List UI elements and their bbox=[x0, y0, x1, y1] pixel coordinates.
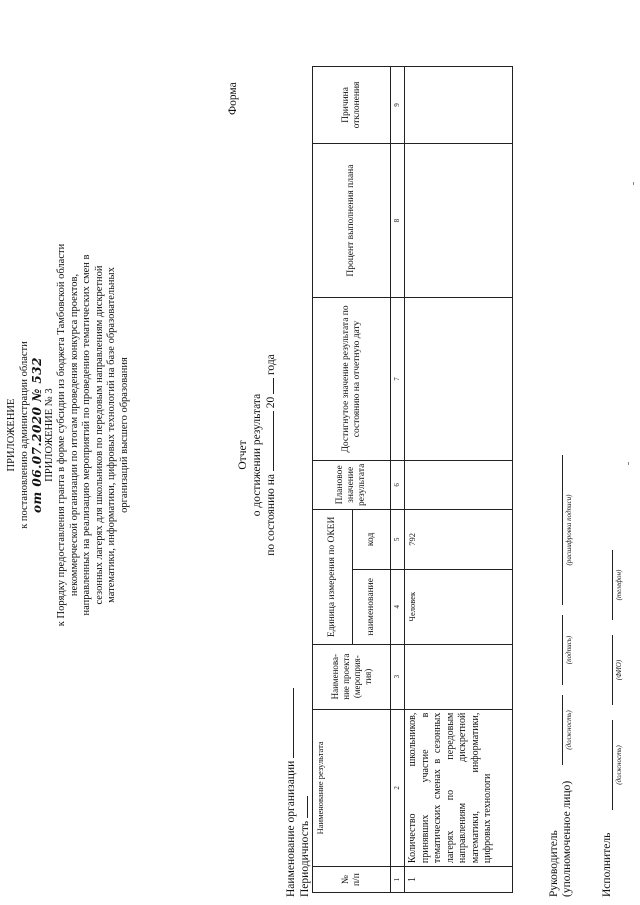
head-label-2: (уполномоченное лицо) bbox=[561, 780, 573, 897]
column-numbers-row bbox=[391, 67, 405, 893]
date-blank-1[interactable] bbox=[273, 411, 274, 471]
org-name-label: Наименование организации bbox=[285, 760, 297, 897]
header-achieved: Достигнутое значение результата по состоянию на отчетную дату bbox=[313, 298, 391, 460]
header-percent: Процент выполнения плана bbox=[313, 143, 391, 297]
report-title: Отчет bbox=[237, 440, 249, 470]
handwritten-date-number: от 06.07.2020 № 532 bbox=[30, 357, 44, 513]
executor-fio-caption: (ФИО) bbox=[615, 659, 623, 681]
executor-phone-caption: (телефон) bbox=[615, 569, 623, 601]
date-suffix: года bbox=[265, 354, 277, 376]
row-reason[interactable] bbox=[405, 67, 513, 144]
header-reason: Причина отклонения bbox=[313, 67, 391, 144]
col-num-9: 9 bbox=[391, 67, 405, 144]
scan-speck bbox=[628, 462, 629, 465]
header-planned: Плановое значение результата bbox=[313, 460, 391, 509]
report-date-line bbox=[264, 305, 278, 605]
date-year-prefix: 20 bbox=[265, 396, 277, 409]
form-label: Форма bbox=[227, 82, 239, 115]
header-okei-code: код bbox=[353, 510, 391, 570]
head-label: Руководитель bbox=[548, 830, 560, 897]
periodicity-blank[interactable] bbox=[307, 796, 308, 818]
col-num-5: 5 bbox=[391, 510, 405, 570]
head-signature-caption: (подпись) bbox=[565, 635, 573, 665]
date-prefix: по состоянию на bbox=[265, 474, 277, 556]
header-okei-name: наименование bbox=[353, 569, 391, 644]
col-num-1: 1 bbox=[391, 867, 405, 893]
row-percent[interactable] bbox=[405, 143, 513, 297]
decree-ref: к постановлению администрации области bbox=[18, 341, 30, 529]
col-num-8: 8 bbox=[391, 143, 405, 297]
row-unit-name[interactable]: Человек bbox=[405, 569, 513, 644]
appendix-number: ПРИЛОЖЕНИЕ № 3 bbox=[43, 388, 55, 482]
col-num-4: 4 bbox=[391, 569, 405, 644]
scan-speck bbox=[633, 182, 634, 185]
procedure-line-6: организаций высшего образования bbox=[118, 357, 130, 513]
head-decoding-caption: (расшифровка подписи) bbox=[565, 494, 573, 566]
header-result-name: Наименование результата bbox=[313, 709, 391, 866]
report-title-block bbox=[236, 305, 278, 605]
header-row bbox=[313, 67, 353, 893]
periodicity-field bbox=[298, 796, 312, 897]
row-unit-code[interactable]: 792 bbox=[405, 510, 513, 570]
periodicity-label: Периодичность bbox=[299, 820, 311, 897]
procedure-line-2: некоммерческой организации по итогам проведения конкурса проектов, bbox=[68, 273, 80, 597]
head-signature-line[interactable] bbox=[562, 615, 563, 685]
col-num-2: 2 bbox=[391, 709, 405, 866]
col-num-7: 7 bbox=[391, 298, 405, 460]
executor-position-line[interactable] bbox=[612, 720, 613, 810]
head-signature-label bbox=[548, 781, 574, 897]
executor-position-caption: (должность) bbox=[615, 745, 623, 785]
row-result[interactable]: Количество школьников, принявших участие в тематических сменах в сезонных лагерях по передовым направлениям дискретной математики, информатики, цифровых технологи bbox=[405, 709, 513, 866]
appendix-title: ПРИЛОЖЕНИЕ bbox=[6, 398, 17, 472]
row-no: 1 bbox=[405, 867, 513, 893]
header-okei: Единица измерения по ОКЕИ bbox=[313, 510, 353, 645]
executor-phone-line[interactable] bbox=[612, 550, 613, 620]
row-planned[interactable] bbox=[405, 460, 513, 509]
org-name-blank[interactable] bbox=[293, 688, 294, 758]
org-name-field bbox=[284, 688, 298, 897]
header-no: № п/п bbox=[313, 867, 391, 893]
table-row bbox=[405, 67, 513, 893]
report-table bbox=[312, 66, 513, 893]
head-position-caption: (должность) bbox=[565, 710, 573, 750]
head-position-line[interactable] bbox=[562, 695, 563, 765]
appendix-header bbox=[6, 85, 131, 785]
procedure-line-4: сезонных лагерях для школьников по передовым направлениям дискретной bbox=[93, 265, 105, 605]
row-achieved[interactable] bbox=[405, 298, 513, 460]
procedure-line-3: направленных на реализацию мероприятий по проведению тематических смен в bbox=[81, 254, 92, 616]
procedure-line-1: к Порядку предоставления гранта в форме субсидии из бюджета Тамбовской области bbox=[56, 243, 67, 627]
header-project-name: Наименова- ние проекта (мероприя- тия) bbox=[313, 644, 391, 709]
date-blank-2[interactable] bbox=[273, 378, 274, 394]
row-project[interactable] bbox=[405, 644, 513, 709]
executor-label: Исполнитель bbox=[601, 832, 613, 897]
executor-fio-line[interactable] bbox=[612, 635, 613, 705]
procedure-line-5: математики, информатики, цифровых технологий на базе образовательных bbox=[106, 267, 117, 603]
col-num-6: 6 bbox=[391, 460, 405, 509]
head-decoding-line[interactable] bbox=[562, 455, 563, 605]
report-subtitle: о достижении результата bbox=[251, 393, 263, 517]
col-num-3: 3 bbox=[391, 644, 405, 709]
